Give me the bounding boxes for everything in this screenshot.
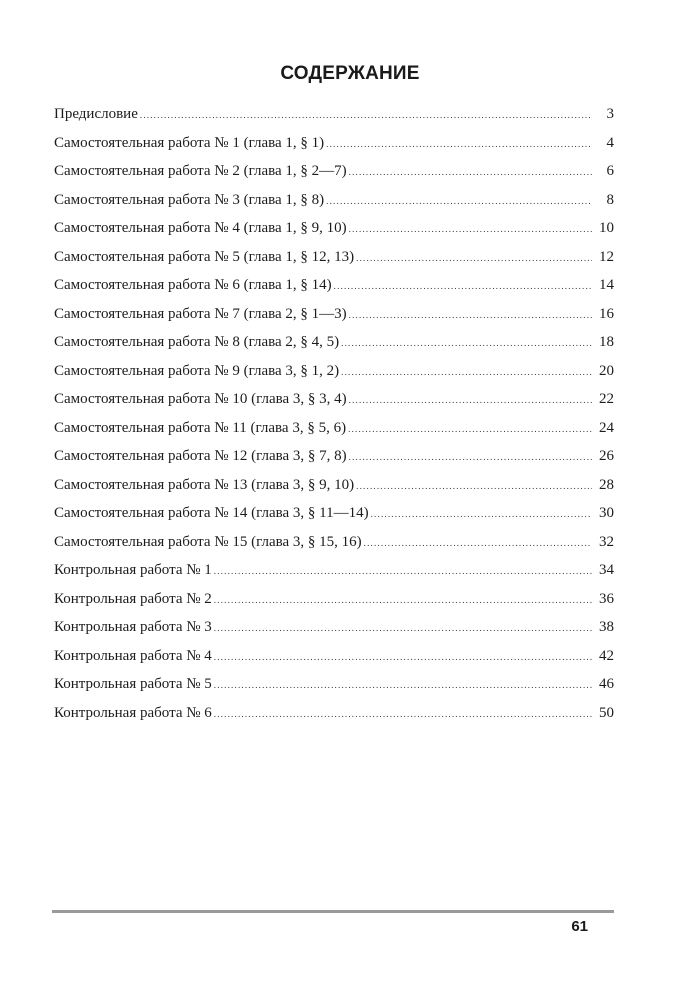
toc-entry-title: Самостоятельная работа № 7 (глава 2, § 1—3) [54,305,347,322]
dot-leader [349,311,592,320]
dot-leader [356,254,592,263]
toc-entry-page-number: 36 [599,590,614,607]
dot-leader [356,482,592,491]
toc-entry-title: Контрольная работа № 3 [54,619,212,635]
toc-entry-title: Самостоятельная работа № 10 (глава 3, § 3, 4) [54,391,347,407]
toc-entry [54,357,614,386]
toc-entry [54,442,614,471]
toc-entry-page-number: 20 [599,362,614,379]
toc-entry-page-number: 30 [599,505,614,521]
toc-entry [54,642,614,671]
toc-entry [54,471,614,500]
toc-entry [54,328,614,357]
toc-entry [54,300,614,329]
dot-leader [341,368,592,377]
dot-leader [334,282,592,291]
toc-entry [54,528,614,557]
dot-leader [348,425,592,434]
toc-entry [54,100,614,129]
dot-leader [326,140,592,149]
dot-leader [341,339,592,348]
toc-entry-title: Самостоятельная работа № 3 (глава 1, § 8) [54,191,325,208]
toc-entry-title: Самостоятельная работа № 11 (глава 3, § 5, 6) [54,419,347,436]
toc-entry-title: Самостоятельная работа № 12 (глава 3, § 7, 8) [54,448,347,464]
dot-leader [214,710,592,719]
toc-entry [54,613,614,642]
toc-entry-page-number: 32 [599,533,614,550]
dot-leader [140,111,592,120]
toc-entry-title: Самостоятельная работа № 2 (глава 1, § 2—7) [54,163,347,179]
dot-leader [349,396,592,405]
page-title: СОДЕРЖАНИЕ [280,63,420,84]
toc-entry-page-number: 22 [599,391,614,407]
page-number: 61 [571,918,588,935]
toc-entry [54,214,614,243]
dot-leader [214,681,592,690]
toc-entry [54,186,614,215]
toc-entry [54,670,614,699]
toc-entry-title: Самостоятельная работа № 6 (глава 1, § 14) [54,277,332,293]
toc-entry-page-number: 38 [599,619,614,635]
table-of-contents [54,100,614,727]
dot-leader [326,197,592,206]
toc-entry [54,499,614,528]
toc-entry-page-number: 10 [599,220,614,236]
dot-leader [214,567,592,576]
toc-entry-title: Самостоятельная работа № 9 (глава 3, § 1, 2) [54,362,340,379]
toc-entry [54,129,614,158]
toc-entry-title: Самостоятельная работа № 13 (глава 3, § 9, 10) [54,476,355,493]
toc-entry-page-number: 24 [599,419,614,436]
toc-entry [54,271,614,300]
toc-entry-title: Самостоятельная работа № 14 (глава 3, § 11—14) [54,505,369,521]
footer-divider [52,910,614,913]
toc-entry-page-number: 4 [606,134,614,151]
dot-leader [349,168,592,177]
toc-entry-page-number: 6 [606,163,614,179]
toc-entry-title: Предисловие [54,106,138,122]
toc-entry-title: Самостоятельная работа № 5 (глава 1, § 12, 13) [54,248,355,265]
toc-entry [54,414,614,443]
toc-entry [54,157,614,186]
toc-entry-page-number: 50 [599,704,614,721]
dot-leader [349,453,592,462]
toc-entry-page-number: 18 [599,334,614,350]
dot-leader [214,653,592,662]
toc-entry-title: Самостоятельная работа № 4 (глава 1, § 9, 10) [54,220,347,236]
toc-entry-title: Контрольная работа № 1 [54,562,212,578]
toc-entry-title: Контрольная работа № 5 [54,676,212,692]
toc-entry [54,585,614,614]
toc-entry-title: Самостоятельная работа № 15 (глава 3, § 15, 16) [54,533,362,550]
toc-entry-title: Самостоятельная работа № 1 (глава 1, § 1) [54,134,325,151]
toc-entry-page-number: 42 [599,647,614,664]
toc-entry-page-number: 3 [606,106,614,122]
toc-entry-title: Контрольная работа № 4 [54,647,212,664]
dot-leader [349,225,592,234]
toc-entry [54,699,614,728]
dot-leader [371,510,592,519]
toc-entry-page-number: 26 [599,448,614,464]
toc-entry-page-number: 12 [599,248,614,265]
toc-entry-page-number: 8 [606,191,614,208]
toc-entry-page-number: 28 [599,476,614,493]
toc-entry [54,243,614,272]
toc-entry-page-number: 34 [599,562,614,578]
toc-entry-page-number: 16 [599,305,614,322]
toc-entry-page-number: 14 [599,277,614,293]
toc-entry-title: Самостоятельная работа № 8 (глава 2, § 4, 5) [54,334,340,350]
toc-entry-title: Контрольная работа № 2 [54,590,212,607]
dot-leader [364,539,592,548]
toc-entry [54,556,614,585]
dot-leader [214,624,592,633]
toc-entry-title: Контрольная работа № 6 [54,704,212,721]
toc-entry [54,385,614,414]
dot-leader [214,596,592,605]
toc-entry-page-number: 46 [599,676,614,692]
